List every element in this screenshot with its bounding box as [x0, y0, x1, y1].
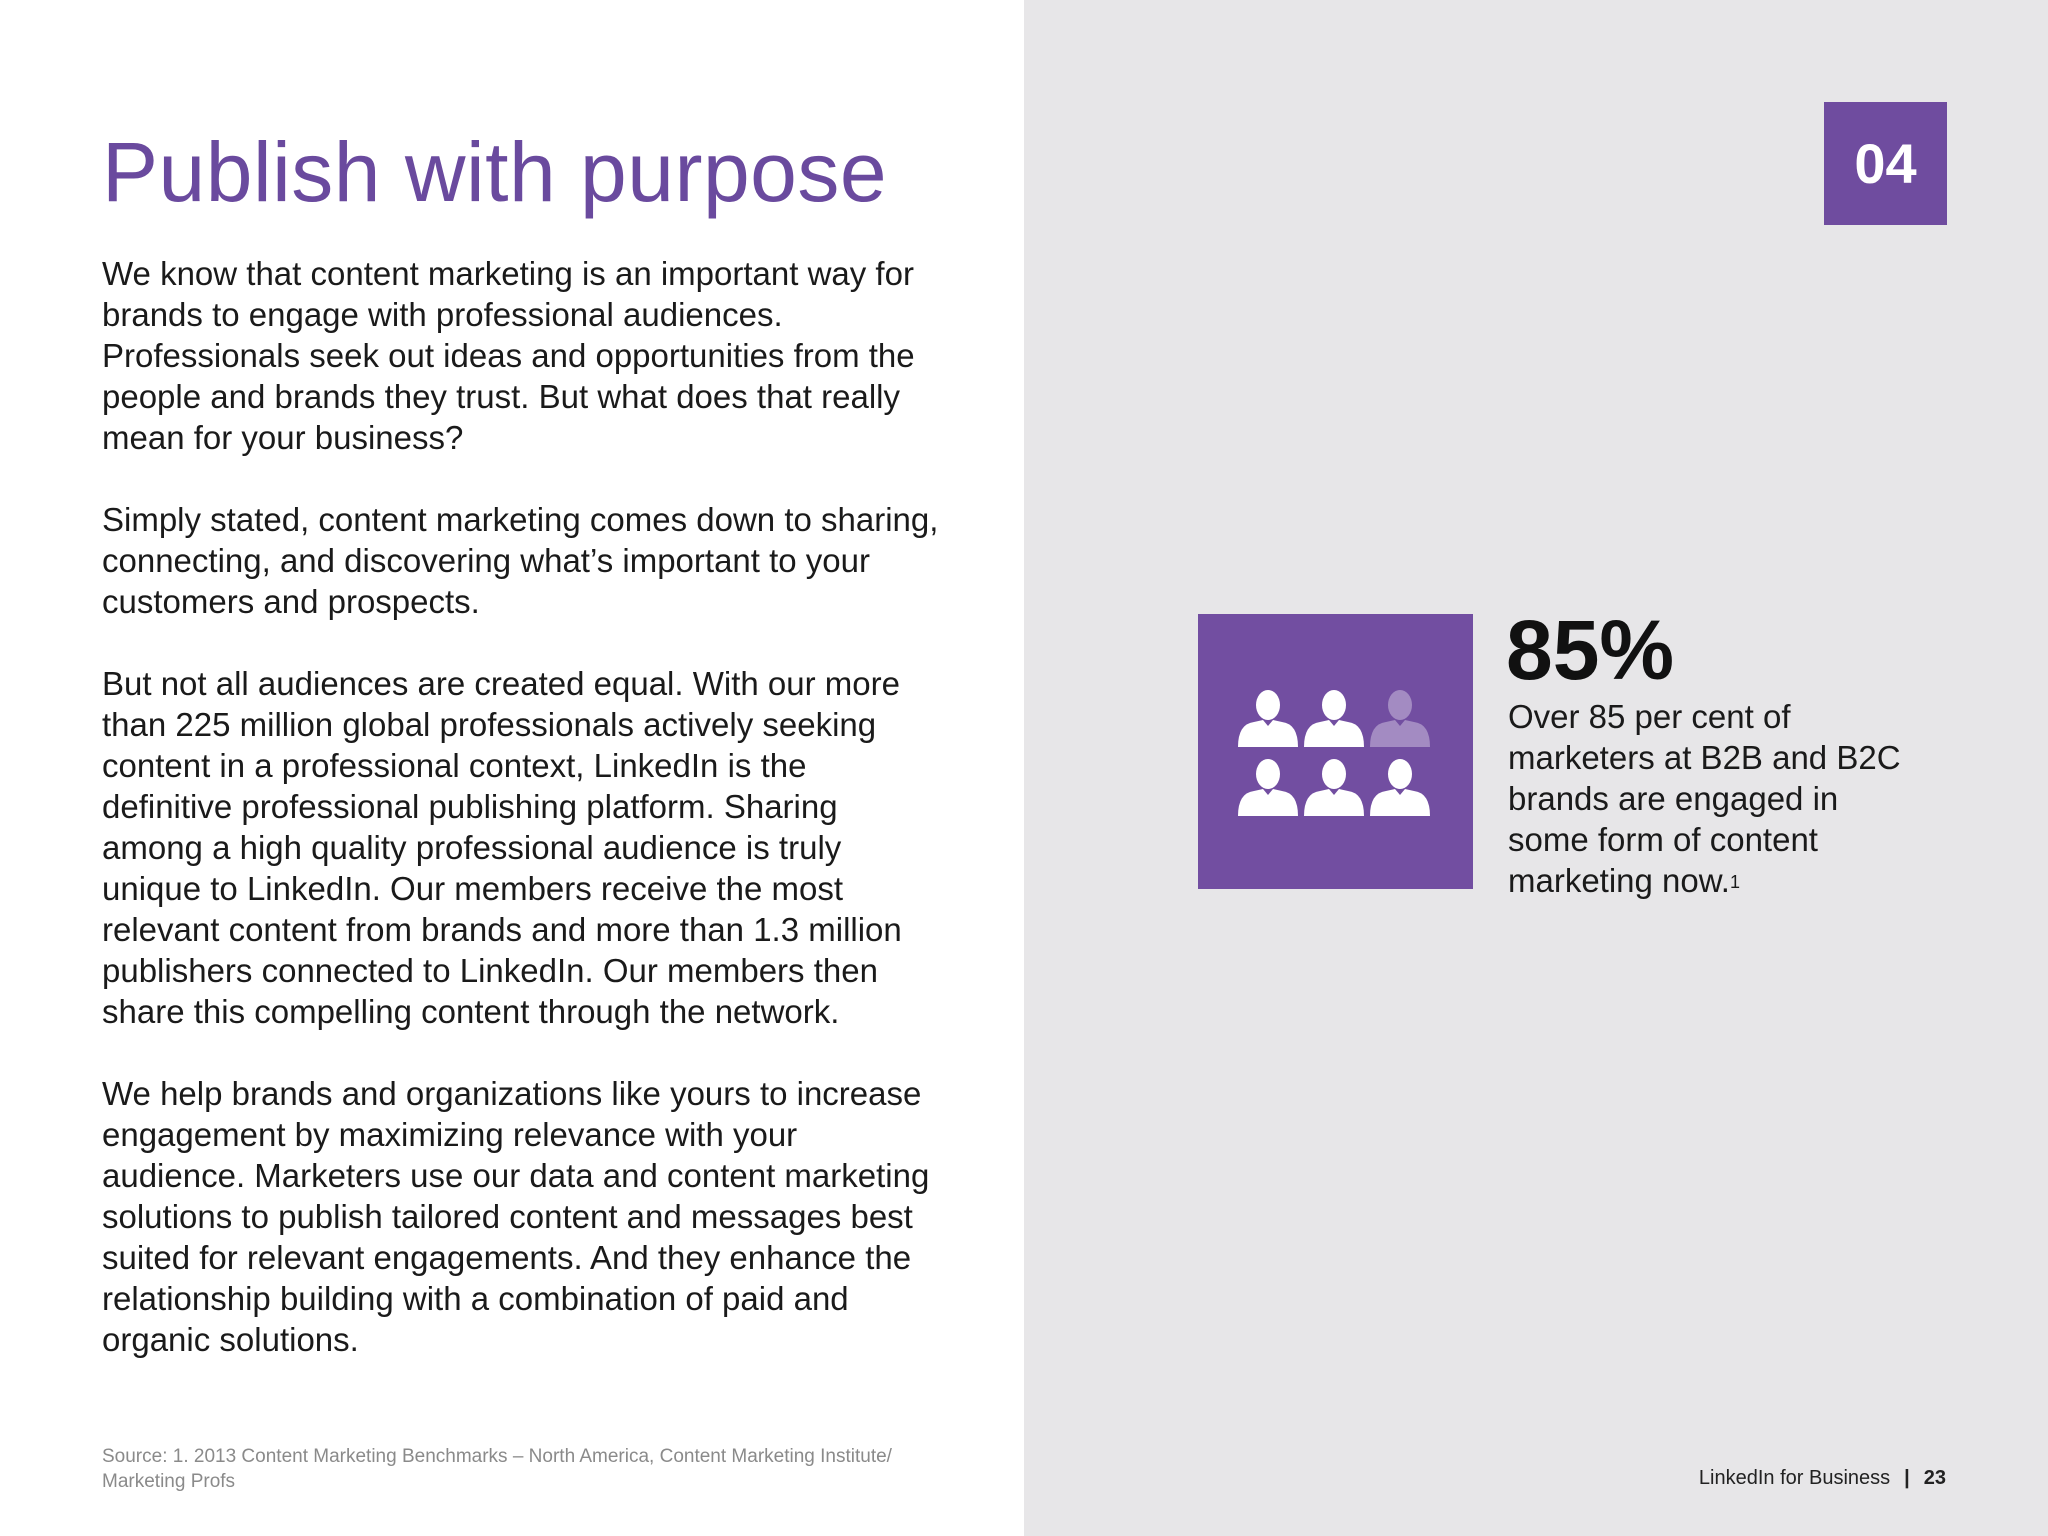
footnote-marker: 1 [1729, 872, 1740, 892]
body-paragraph: But not all audiences are created equal. With our more than 225 million global professionals actively seeking content in a professional context, LinkedIn is the definitive professional publishing platform. Sharing among a high quality professional audience is truly unique to LinkedIn. Our members receive the most relevant content from brands and more than 1.3 million publishers connected to LinkedIn. Our members then share this compelling content through the network. [102, 665, 902, 1030]
body-paragraph: Simply stated, content marketing comes down to sharing, connecting, and discovering what’s important to your customers and prospects. [102, 501, 939, 620]
source-note [102, 1444, 982, 1494]
footer [1699, 1467, 1946, 1490]
footer-separator: | [1904, 1467, 1910, 1489]
stat-description-text: Over 85 per cent of marketers at B2B and B2C brands are engaged in some form of content marketing now. [1508, 698, 1901, 899]
footer-brand: LinkedIn for Business [1698, 1467, 1891, 1489]
stat-description [1508, 696, 1928, 901]
source-line: Marketing Profs [102, 1471, 236, 1492]
page-title: Publish with purpose [102, 125, 888, 219]
source-line: Source: 1. 2013 Content Marketing Benchmarks – North America, Content Marketing Institute/ [102, 1446, 892, 1467]
page-number: 23 [1923, 1467, 1946, 1489]
body-copy [102, 253, 942, 1401]
stat-tile [1198, 614, 1473, 889]
stat-value: 85% [1506, 603, 1675, 697]
body-paragraph: We help brands and organizations like yours to increase engagement by maximizing relevance with your audience. Marketers use our data and content marketing solutions to publish tailored content and messages best suited for relevant engagements. And they enhance the relationship building with a combination of paid and organic solutions. [102, 1075, 930, 1358]
people-group-icon [1198, 614, 1473, 889]
section-number-badge: 04 [1824, 102, 1947, 225]
body-paragraph: We know that content marketing is an important way for brands to engage with professional audiences. Professionals seek out ideas and opportunities from the people and brands they trust. But what does that really mean for your business? [102, 255, 915, 456]
